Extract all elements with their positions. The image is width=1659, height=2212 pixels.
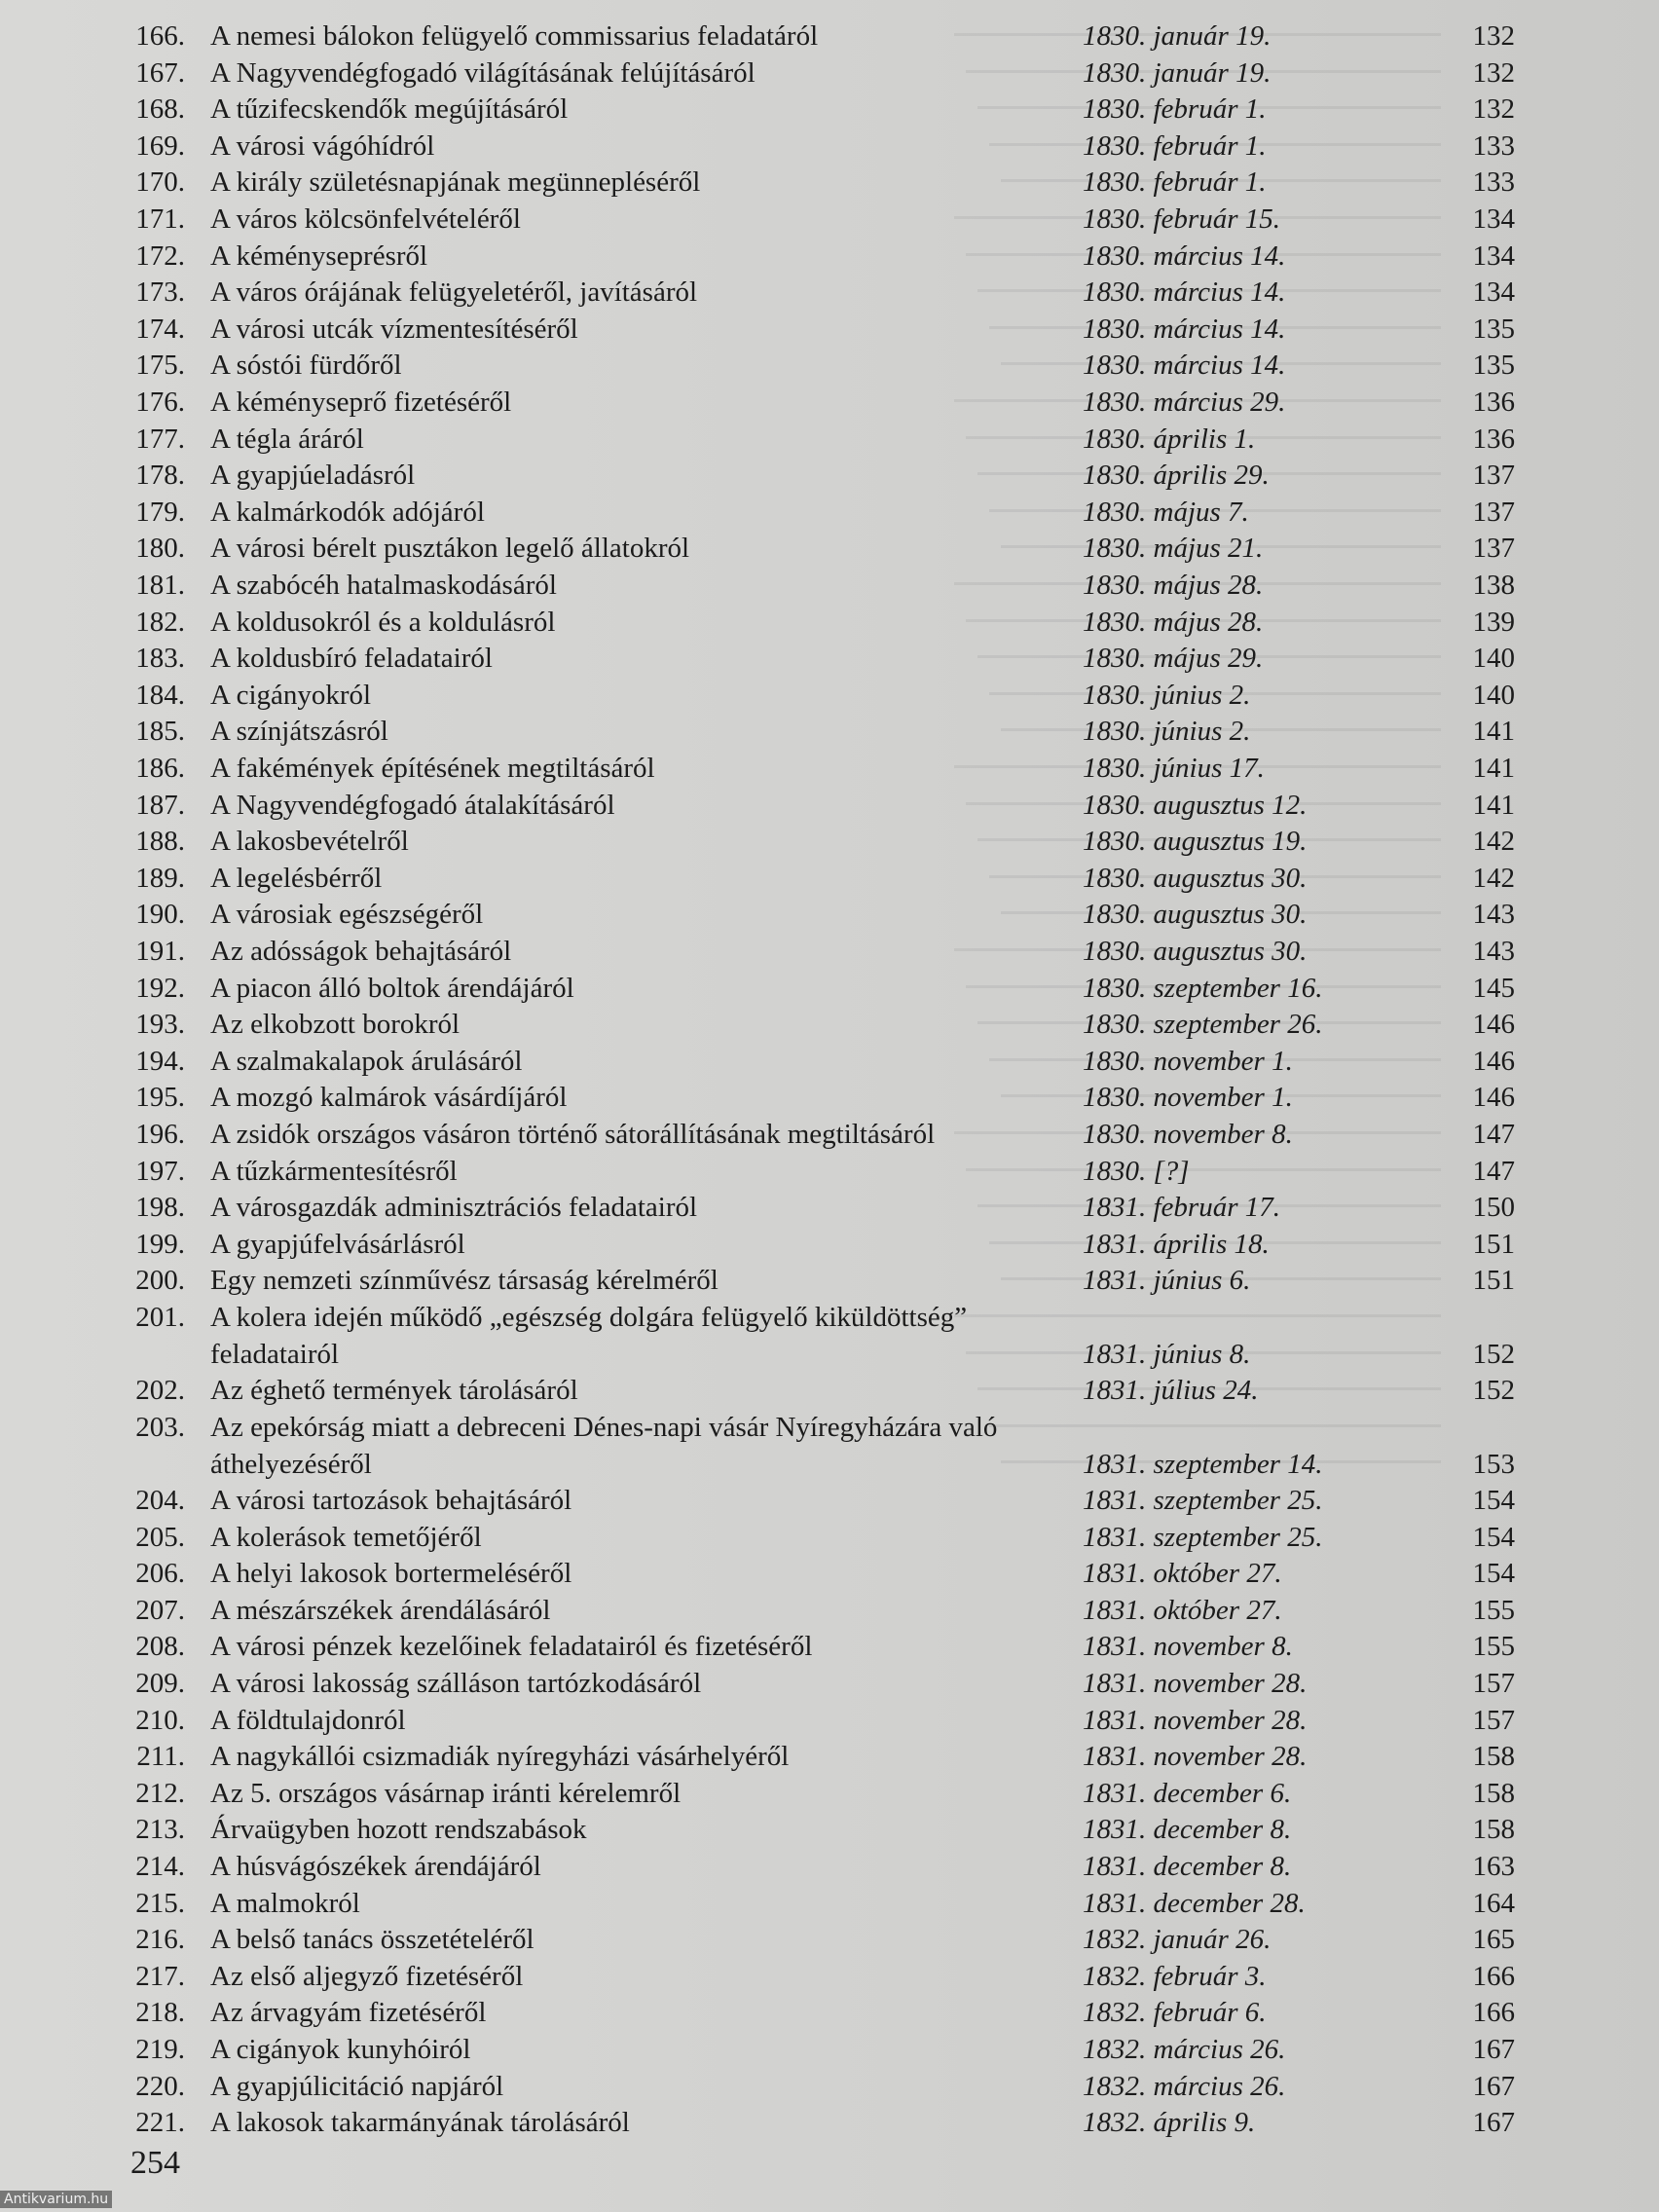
entry-date: 1830. március 14. — [1083, 350, 1286, 382]
entry-date: 1830. augusztus 30. — [1083, 936, 1308, 967]
entry-title: Árvaügyben hozott rendszabások — [210, 1814, 587, 1846]
entry-number: 185. — [135, 716, 185, 748]
entry-number: 166. — [135, 20, 185, 52]
entry-date: 1830. május 28. — [1083, 606, 1264, 638]
entry-page: 147 — [1472, 1155, 1515, 1187]
entry-page: 150 — [1472, 1192, 1515, 1224]
entry-date: 1830. április 29. — [1083, 460, 1270, 492]
entry-title: A városi lakosság szálláson tartózkodásáról — [210, 1668, 702, 1699]
entry-date: 1830. március 14. — [1083, 276, 1286, 309]
entry-title: A kolerások temetőjéről — [210, 1521, 482, 1553]
entry-page: 141 — [1472, 789, 1515, 821]
entry-date: 1832. január 26. — [1083, 1924, 1272, 1956]
entry-page: 154 — [1472, 1485, 1515, 1516]
toc-entry — [0, 1189, 1659, 1226]
entry-title: A mozgó kalmárok vásárdíjáról — [210, 1082, 568, 1114]
entry-title: A gyapjúeladásról — [210, 460, 416, 492]
entry-number: 188. — [135, 826, 185, 858]
entry-title: A színjátszásról — [210, 716, 388, 748]
entry-page: 140 — [1472, 679, 1515, 711]
entry-date: 1830. május 7. — [1083, 496, 1249, 528]
entry-date: 1830. február 1. — [1083, 129, 1267, 162]
entry-page: 157 — [1472, 1704, 1515, 1736]
entry-title: A mészárszékek árendálásáról — [210, 1594, 551, 1626]
entry-page: 133 — [1472, 129, 1515, 162]
entry-number: 167. — [135, 56, 185, 89]
entry-page: 132 — [1472, 56, 1515, 89]
entry-number: 202. — [135, 1375, 185, 1407]
entry-page: 142 — [1472, 862, 1515, 894]
toc-entry — [0, 2068, 1659, 2105]
toc-entry — [0, 1372, 1659, 1409]
toc-entry — [0, 1116, 1659, 1153]
entry-number: 214. — [135, 1851, 185, 1882]
entry-title: A földtulajdonról — [210, 1704, 406, 1736]
entry-number: 195. — [135, 1082, 185, 1114]
toc-entry — [0, 530, 1659, 567]
toc-entry — [0, 238, 1659, 275]
toc-entry — [0, 677, 1659, 714]
entry-title: A kalmárkodók adójáról — [210, 496, 485, 528]
entry-date: 1832. március 26. — [1083, 2070, 1286, 2102]
entry-title: A nemesi bálokon felügyelő commissarius feladatáról — [210, 20, 819, 52]
toc-entry — [0, 1409, 1659, 1483]
entry-title: A lakosbevételről — [210, 826, 409, 858]
toc-entry — [0, 1702, 1659, 1739]
entry-page: 155 — [1472, 1594, 1515, 1626]
toc-entry — [0, 1006, 1659, 1043]
entry-date: 1832. február 3. — [1083, 1960, 1267, 1992]
entry-page: 157 — [1472, 1668, 1515, 1699]
entry-number: 179. — [135, 496, 185, 528]
entry-date: 1830. szeptember 26. — [1083, 1009, 1323, 1041]
entry-page: 155 — [1472, 1631, 1515, 1663]
entry-page: 142 — [1472, 826, 1515, 858]
entry-number: 205. — [135, 1521, 185, 1553]
entry-number: 213. — [135, 1814, 185, 1846]
toc-entry — [0, 384, 1659, 421]
entry-title: A szalmakalapok árulásáról — [210, 1045, 523, 1077]
toc-entry — [0, 55, 1659, 92]
toc-entry — [0, 1921, 1659, 1958]
entry-title: A piacon álló boltok árendájáról — [210, 972, 574, 1004]
toc-entry — [0, 311, 1659, 348]
entry-title: A sóstói fürdőről — [210, 350, 402, 382]
entry-number: 197. — [135, 1155, 185, 1187]
entry-page: 135 — [1472, 313, 1515, 345]
entry-page: 153 — [1472, 1448, 1515, 1480]
entry-title: A kéményseprő fizetéséről — [210, 387, 512, 418]
toc-entry — [0, 1555, 1659, 1592]
entry-date: 1830. augusztus 12. — [1083, 789, 1308, 821]
entry-number: 208. — [135, 1631, 185, 1663]
entry-title: A Nagyvendégfogadó világításának felújításáról — [210, 56, 756, 89]
entry-date: 1830. március 29. — [1083, 387, 1286, 418]
entry-title: A város órájának felügyeletéről, javításáról — [210, 276, 698, 309]
entry-page: 146 — [1472, 1009, 1515, 1041]
entry-page: 137 — [1472, 496, 1515, 528]
toc-entry — [0, 750, 1659, 787]
entry-date: 1831. szeptember 25. — [1083, 1521, 1323, 1553]
toc-entry — [0, 933, 1659, 970]
entry-number: 178. — [135, 460, 185, 492]
entry-number: 183. — [135, 643, 185, 675]
entry-date: 1831. november 28. — [1083, 1704, 1308, 1736]
entry-number: 191. — [135, 936, 185, 967]
entry-date: 1831. november 28. — [1083, 1741, 1308, 1773]
entry-number: 201. — [135, 1302, 185, 1333]
entry-title: A kéményseprésről — [210, 240, 428, 272]
entry-page: 166 — [1472, 1960, 1515, 1992]
entry-title: A koldusbíró feladatairól — [210, 643, 493, 675]
entry-number: 212. — [135, 1777, 185, 1809]
entry-title: A Nagyvendégfogadó átalakításáról — [210, 789, 615, 821]
entry-page: 146 — [1472, 1045, 1515, 1077]
entry-date: 1830. január 19. — [1083, 20, 1272, 52]
entry-title: A lakosok takarmányának tárolásáról — [210, 2107, 630, 2139]
entry-date: 1830. november 1. — [1083, 1082, 1293, 1114]
entry-number: 206. — [135, 1558, 185, 1590]
entry-title: A tűzkármentesítésről — [210, 1155, 458, 1187]
entry-number: 186. — [135, 753, 185, 784]
entry-date: 1830. április 1. — [1083, 423, 1256, 455]
entry-number: 174. — [135, 313, 185, 345]
entry-date: 1830. június 2. — [1083, 716, 1251, 748]
entry-number: 218. — [135, 1997, 185, 2029]
entry-number: 221. — [135, 2107, 185, 2139]
entry-page: 136 — [1472, 387, 1515, 418]
entry-number: 169. — [135, 129, 185, 162]
entry-title: A fakémények építésének megtiltásáról — [210, 753, 655, 784]
toc-entry — [0, 787, 1659, 824]
entry-date: 1830. május 29. — [1083, 643, 1264, 675]
entry-number: 217. — [135, 1960, 185, 1992]
entry-title: Az 5. országos vásárnap iránti kérelemről — [210, 1777, 682, 1809]
entry-date: 1830. május 28. — [1083, 570, 1264, 601]
entry-number: 200. — [135, 1265, 185, 1297]
entry-date: 1831. november 8. — [1083, 1631, 1293, 1663]
entry-number: 219. — [135, 2034, 185, 2065]
entry-page: 143 — [1472, 899, 1515, 931]
toc-entry — [0, 128, 1659, 165]
entry-title: A helyi lakosok bortermeléséről — [210, 1558, 572, 1590]
entry-title: A belső tanács összetételéről — [210, 1924, 535, 1956]
entry-page: 158 — [1472, 1814, 1515, 1846]
entry-title: A gyapjúfelvásárlásról — [210, 1228, 465, 1260]
entry-title: A gyapjúlicitáció napjáról — [210, 2070, 504, 2102]
toc-entry — [0, 18, 1659, 55]
entry-page: 154 — [1472, 1521, 1515, 1553]
entry-title: A király születésnapjának megünnepléséről — [210, 166, 701, 199]
toc-entry — [0, 896, 1659, 933]
entry-title: A városgazdák adminisztrációs feladatairól — [210, 1192, 698, 1224]
toc-entry — [0, 421, 1659, 458]
entry-date: 1831. december 6. — [1083, 1777, 1292, 1809]
entry-page: 132 — [1472, 93, 1515, 126]
toc-entry — [0, 1848, 1659, 1885]
toc-entry — [0, 1079, 1659, 1116]
toc-entry — [0, 860, 1659, 897]
entry-title: A városi tartozások behajtásáról — [210, 1485, 572, 1516]
entry-page: 145 — [1472, 972, 1515, 1004]
entry-title: A legelésbérről — [210, 862, 383, 894]
page-number: 254 — [130, 2145, 180, 2181]
entry-page: 167 — [1472, 2034, 1515, 2065]
toc-entry — [0, 567, 1659, 604]
entry-title: Az epekórság miatt a debreceni Dénes-napi vásár Nyíregyházára való áthelyezéséről — [210, 1411, 998, 1480]
entry-title: A zsidók országos vásáron történő sátorállításának megtiltásáról — [210, 1119, 936, 1150]
entry-date: 1831. október 27. — [1083, 1594, 1282, 1626]
entry-date: 1830. szeptember 16. — [1083, 972, 1323, 1004]
entry-title: A kolera idején működő „egészség dolgára felügyelő kiküldöttség” feladatairól — [210, 1302, 968, 1370]
entry-page: 141 — [1472, 716, 1515, 748]
toc-entry — [0, 494, 1659, 531]
toc-entry — [0, 1226, 1659, 1263]
entry-title: Az elkobzott borokról — [210, 1009, 461, 1041]
entry-number: 199. — [135, 1228, 185, 1260]
entry-title: A tégla áráról — [210, 423, 364, 455]
entry-date: 1831. október 27. — [1083, 1558, 1282, 1590]
entry-number: 192. — [135, 972, 185, 1004]
toc-entry — [0, 201, 1659, 238]
entry-date: 1831. június 6. — [1083, 1265, 1251, 1297]
toc-entry — [0, 1519, 1659, 1556]
toc-entry — [0, 1885, 1659, 1922]
entry-title: A húsvágószékek árendájáról — [210, 1851, 541, 1882]
entry-title: A cigányok kunyhóiról — [210, 2034, 471, 2065]
entry-number: 176. — [135, 387, 185, 418]
entry-number: 172. — [135, 240, 185, 272]
entry-page: 151 — [1472, 1228, 1515, 1260]
entry-page: 137 — [1472, 533, 1515, 565]
toc-entry — [0, 970, 1659, 1007]
entry-date: 1831. június 8. — [1083, 1339, 1251, 1370]
toc-entry — [0, 2104, 1659, 2141]
entry-page: 138 — [1472, 570, 1515, 601]
entry-number: 182. — [135, 606, 185, 638]
entry-number: 180. — [135, 533, 185, 565]
entry-page: 166 — [1472, 1997, 1515, 2029]
entry-number: 181. — [135, 570, 185, 601]
entry-page: 151 — [1472, 1265, 1515, 1297]
entry-page: 143 — [1472, 936, 1515, 967]
entry-page: 136 — [1472, 423, 1515, 455]
entry-date: 1832. március 26. — [1083, 2034, 1286, 2065]
entry-page: 133 — [1472, 166, 1515, 199]
entry-page: 146 — [1472, 1082, 1515, 1114]
entry-title: A koldusokról és a koldulásról — [210, 606, 556, 638]
toc-entry — [0, 823, 1659, 860]
entry-date: 1831. szeptember 14. — [1083, 1448, 1323, 1480]
toc-entry — [0, 347, 1659, 384]
entry-date: 1831. december 28. — [1083, 1887, 1306, 1919]
entry-page: 154 — [1472, 1558, 1515, 1590]
entry-title: A malmokról — [210, 1887, 360, 1919]
entry-page: 134 — [1472, 276, 1515, 309]
entry-number: 193. — [135, 1009, 185, 1041]
entry-title: A városiak egészségéről — [210, 899, 484, 931]
entry-date: 1830. június 2. — [1083, 679, 1251, 711]
entry-page: 135 — [1472, 350, 1515, 382]
entry-date: 1830. november 8. — [1083, 1119, 1293, 1150]
entry-page: 163 — [1472, 1851, 1515, 1882]
entry-page: 134 — [1472, 240, 1515, 272]
entry-number: 216. — [135, 1924, 185, 1956]
toc-entry — [0, 1775, 1659, 1812]
toc-entry — [0, 1482, 1659, 1519]
watermark: Antikvarium.hu — [0, 2191, 112, 2208]
toc-entry — [0, 164, 1659, 201]
entry-title: A városi pénzek kezelőinek feladatairól és fizetéséről — [210, 1631, 813, 1663]
entry-title: A város kölcsönfelvételéről — [210, 203, 521, 235]
entry-date: 1831. november 28. — [1083, 1668, 1308, 1699]
entry-date: 1831. december 8. — [1083, 1851, 1292, 1882]
entry-page: 164 — [1472, 1887, 1515, 1919]
entry-page: 158 — [1472, 1741, 1515, 1773]
toc-entry — [0, 1043, 1659, 1080]
entry-title: A városi vágóhídról — [210, 129, 435, 162]
entry-number: 211. — [136, 1741, 185, 1773]
entry-date: 1830. június 17. — [1083, 753, 1265, 784]
entry-page: 147 — [1472, 1119, 1515, 1150]
entry-number: 204. — [135, 1485, 185, 1516]
entry-date: 1830. [?] — [1083, 1155, 1190, 1187]
toc-entry — [0, 1262, 1659, 1299]
entry-date: 1830. február 1. — [1083, 93, 1267, 126]
toc-entry — [0, 604, 1659, 641]
entry-title: Az adósságok behajtásáról — [210, 936, 512, 967]
toc-entry — [0, 1592, 1659, 1629]
entry-title: Az árvagyám fizetéséről — [210, 1997, 487, 2029]
entry-page: 140 — [1472, 643, 1515, 675]
toc-entry — [0, 1665, 1659, 1702]
toc-entry — [0, 457, 1659, 494]
entry-title: Az első aljegyző fizetéséről — [210, 1960, 524, 1992]
entry-number: 190. — [135, 899, 185, 931]
entry-number: 209. — [135, 1668, 185, 1699]
entry-title: A városi utcák vízmentesítéséről — [210, 313, 578, 345]
entry-page: 158 — [1472, 1777, 1515, 1809]
entry-page: 152 — [1472, 1375, 1515, 1407]
toc-entry — [0, 91, 1659, 128]
entry-title: A városi bérelt pusztákon legelő állatokról — [210, 533, 690, 565]
entry-title: A tűzifecskendők megújításáról — [210, 93, 569, 126]
toc-entry — [0, 274, 1659, 311]
entry-date: 1830. március 14. — [1083, 240, 1286, 272]
entry-number: 177. — [135, 423, 185, 455]
entry-date: 1830. augusztus 30. — [1083, 862, 1308, 894]
entry-date: 1830. augusztus 30. — [1083, 899, 1308, 931]
entry-number: 215. — [135, 1887, 185, 1919]
entry-title: A szabócéh hatalmaskodásáról — [210, 570, 557, 601]
entry-number: 198. — [135, 1192, 185, 1224]
entry-number: 184. — [135, 679, 185, 711]
entry-number: 170. — [135, 166, 185, 199]
toc-entry — [0, 1958, 1659, 1995]
entry-title: A nagykállói csizmadiák nyíregyházi vásárhelyéről — [210, 1741, 790, 1773]
entry-number: 173. — [135, 276, 185, 309]
toc-entry — [0, 640, 1659, 677]
entry-date: 1832. április 9. — [1083, 2107, 1256, 2139]
entry-date: 1831. július 24. — [1083, 1375, 1259, 1407]
toc-entry — [0, 1811, 1659, 1848]
entry-page: 139 — [1472, 606, 1515, 638]
entry-date: 1831. szeptember 25. — [1083, 1485, 1323, 1516]
entry-page: 132 — [1472, 20, 1515, 52]
entry-date: 1831. április 18. — [1083, 1228, 1270, 1260]
entry-number: 203. — [135, 1411, 185, 1443]
entry-date: 1830. február 15. — [1083, 203, 1280, 235]
entry-title: Egy nemzeti színművész társaság kérelméről — [210, 1265, 719, 1297]
entry-number: 207. — [135, 1594, 185, 1626]
entry-number: 171. — [135, 203, 185, 235]
entry-page: 167 — [1472, 2070, 1515, 2102]
entry-page: 165 — [1472, 1924, 1515, 1956]
entry-page: 137 — [1472, 460, 1515, 492]
entry-date: 1830. február 1. — [1083, 166, 1267, 199]
toc-entry — [0, 1153, 1659, 1190]
entry-date: 1830. május 21. — [1083, 533, 1264, 565]
entry-page: 134 — [1472, 203, 1515, 235]
entry-number: 220. — [135, 2070, 185, 2102]
entry-number: 196. — [135, 1119, 185, 1150]
entry-title: Az éghető termények tárolásáról — [210, 1375, 578, 1407]
toc-entry — [0, 1994, 1659, 2031]
entry-number: 187. — [135, 789, 185, 821]
toc-entry — [0, 1738, 1659, 1775]
entry-page: 167 — [1472, 2107, 1515, 2139]
entry-date: 1830. november 1. — [1083, 1045, 1293, 1077]
entry-date: 1830. március 14. — [1083, 313, 1286, 345]
entry-number: 175. — [135, 350, 185, 382]
entry-date: 1830. augusztus 19. — [1083, 826, 1308, 858]
entry-title: A cigányokról — [210, 679, 372, 711]
entry-page: 141 — [1472, 753, 1515, 784]
entry-date: 1831. december 8. — [1083, 1814, 1292, 1846]
toc-entry — [0, 1299, 1659, 1373]
entry-page: 152 — [1472, 1339, 1515, 1370]
entry-date: 1830. január 19. — [1083, 56, 1272, 89]
entry-date: 1832. február 6. — [1083, 1997, 1267, 2029]
entry-date: 1831. február 17. — [1083, 1192, 1280, 1224]
entry-number: 194. — [135, 1045, 185, 1077]
entry-number: 189. — [135, 862, 185, 894]
toc-entry — [0, 713, 1659, 750]
toc-entry — [0, 2031, 1659, 2068]
toc-entry — [0, 1628, 1659, 1665]
entry-number: 168. — [135, 93, 185, 126]
entry-number: 210. — [135, 1704, 185, 1736]
